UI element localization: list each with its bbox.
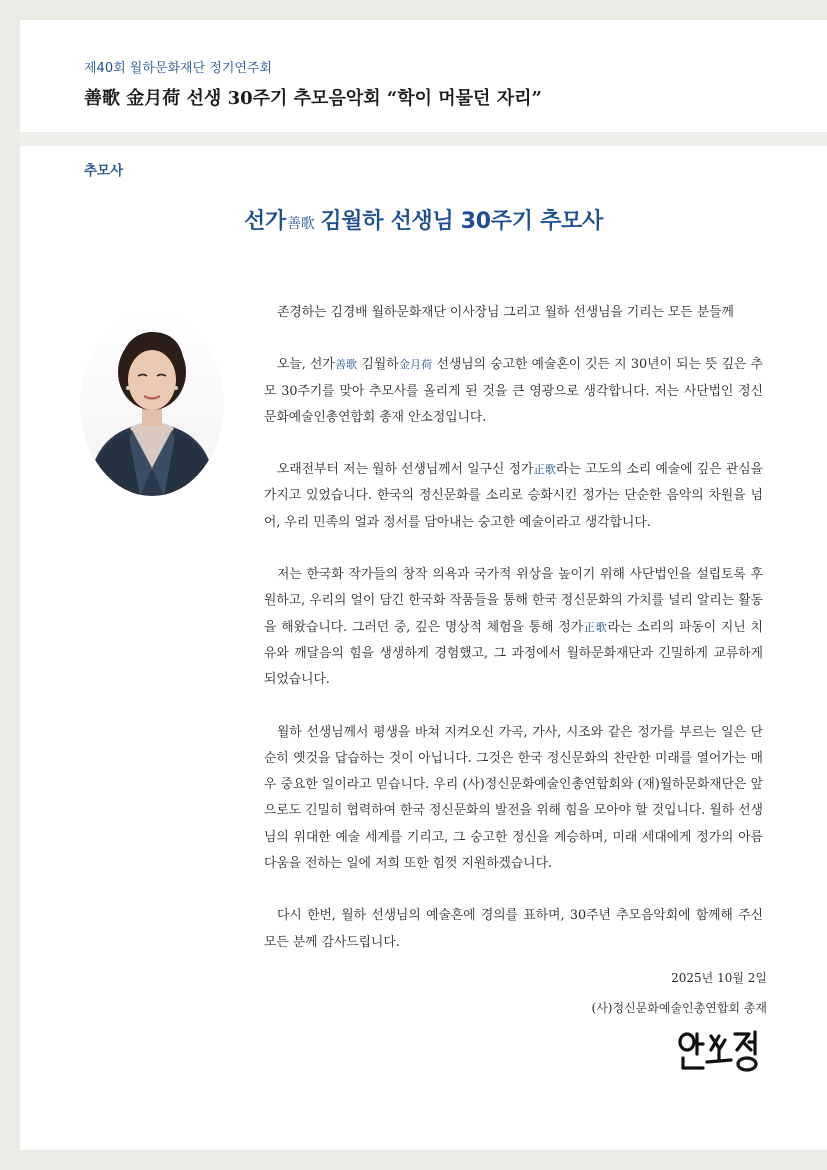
header bbox=[20, 20, 827, 146]
letter-body bbox=[264, 300, 763, 982]
portrait-photo bbox=[80, 310, 224, 496]
header-subtitle: 제40회 월하문화재단 정기연주회 bbox=[84, 61, 273, 76]
paragraph-5: 다시 한번, 월하 선생님의 예술혼에 경의를 표하며, 30주년 추모음악회에 함께해 주신 모든 분께 감사드립니다. bbox=[264, 908, 763, 950]
paragraph-1: 오늘, 선가善歌 김월하金月荷 선생님의 숭고한 예술혼이 깃든 지 30년이 되는 뜻 깊은 추모 30주기를 맞아 추모사를 올리게 된 것을 큰 영광으로 생각합니다. 저는 사단법인 정신문화예술인총연합회 총재 안소정입니다. bbox=[264, 357, 764, 425]
section-label: 추모사 bbox=[84, 163, 124, 179]
hanja-jeongga-2: 正歌 bbox=[583, 620, 608, 634]
page-title bbox=[20, 204, 827, 235]
hanja-seonga: 善歌 bbox=[334, 358, 358, 372]
page bbox=[20, 20, 827, 1150]
portrait-illustration bbox=[80, 310, 224, 496]
header-title: 善歌 金月荷 선생 30주기 추모음악회 “학이 머물던 자리” bbox=[84, 88, 542, 109]
title-part-1: 선가 bbox=[244, 209, 286, 234]
greeting: 존경하는 김경배 월하문화재단 이사장님 그리고 월하 선생님을 기리는 모든 분들께 bbox=[277, 305, 734, 320]
paragraph-3: 저는 한국화 작가들의 창작 의욕과 국가적 위상을 높이기 위해 사단법인을 설립토록 후원하고, 우리의 얼이 담긴 한국화 작품들을 통해 한국 정신문화의 가치를 널리 알리는 활동을 해왔습니다. 그러던 중, 깊은 명상적 체험을 통해 정가正歌라는 소리의 파동이 지닌 치유와 깨달음의 힘을 생생하게 경험했고, 그 과정에서 월하문화재단과 긴밀하게 교류하게 되었습니다. bbox=[264, 567, 763, 688]
signer-organization: (사)정신문화예술인총연합회 총재 bbox=[591, 1001, 767, 1015]
title-hanja: 善歌 bbox=[286, 216, 315, 232]
hanja-kimwolha: 金月荷 bbox=[398, 358, 433, 372]
title-part-2: 김월하 선생님 30주기 추모사 bbox=[320, 209, 603, 234]
handwritten-signature bbox=[675, 1028, 765, 1074]
paragraph-2: 오래전부터 저는 월하 선생님께서 일구신 정가正歌라는 고도의 소리 예술에 깊은 관심을 가지고 있었습니다. 한국의 정신문화를 소리로 승화시킨 정가는 단순한 음악의 차원을 넘어, 우리 민족의 얼과 정서를 담아내는 숭고한 예술이라고 생각합니다. bbox=[264, 462, 764, 530]
paragraph-4: 월하 선생님께서 평생을 바쳐 지켜오신 가곡, 가사, 시조와 같은 정가를 부르는 일은 단순히 옛것을 답습하는 것이 아닙니다. 그것은 한국 정신문화의 찬란한 미래를 열어가는 매우 중요한 일이라고 믿습니다. 우리 (사)정신문화예술인총연합회와 (재)월하문화재단은 앞으로도 긴밀히 협력하여 한국 정신문화의 발전을 위해 힘을 모아야 할 것입니다. 월하 선생님의 위대한 예술 세계를 기리고, 그 숭고한 정신을 계승하며, 미래 세대에게 정가의 아름다움을 전하는 일에 저희 또한 힘껏 지원하겠습니다. bbox=[264, 724, 763, 872]
letter-date: 2025년 10월 2일 bbox=[671, 971, 767, 985]
hanja-jeongga: 正歌 bbox=[533, 463, 557, 477]
